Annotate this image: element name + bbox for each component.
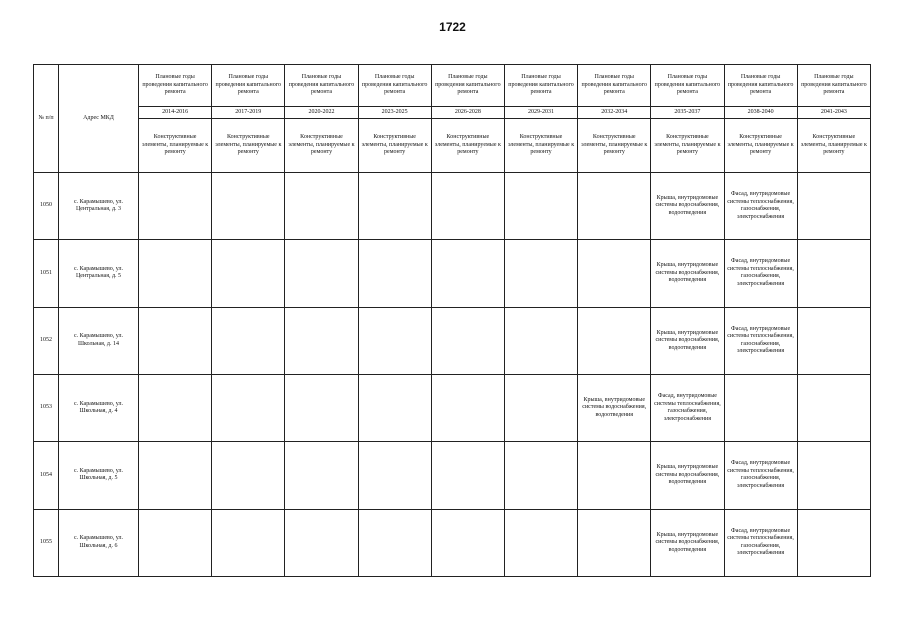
- elements-header: Конструктивные элементы, планируемые к ремонту: [578, 119, 651, 173]
- period-cell: Фасад, внутридомовые системы теплоснабжения, газоснабжения, электроснабжения: [724, 240, 797, 307]
- period-cell: [139, 509, 212, 576]
- table-row: [34, 173, 871, 240]
- period-cell: [578, 307, 651, 374]
- period-title: Плановые годы проведения капитального ремонта: [358, 65, 431, 107]
- row-address: с. Карамышево, ул. Школьная, д. 6: [59, 509, 139, 576]
- row-address: с. Карамышево, ул. Центральная, д. 5: [59, 240, 139, 307]
- period-title: Плановые годы проведения капитального ремонта: [431, 65, 504, 107]
- period-title: Плановые годы проведения капитального ремонта: [139, 65, 212, 107]
- period-cell: [212, 173, 285, 240]
- period-cell: [212, 307, 285, 374]
- capital-repair-plan-table: [33, 64, 871, 577]
- table-row: [34, 307, 871, 374]
- period-years: 2020-2022: [285, 107, 358, 119]
- period-cell: [139, 442, 212, 509]
- period-cell: [285, 240, 358, 307]
- period-cell: [358, 173, 431, 240]
- table-row: [34, 240, 871, 307]
- period-title: Плановые годы проведения капитального ремонта: [797, 65, 870, 107]
- period-cell: [139, 307, 212, 374]
- period-cell: [578, 240, 651, 307]
- period-years: 2014-2016: [139, 107, 212, 119]
- period-cell: Фасад, внутридомовые системы теплоснабжения, газоснабжения, электроснабжения: [724, 307, 797, 374]
- period-cell: [797, 307, 870, 374]
- period-years: 2026-2028: [431, 107, 504, 119]
- period-cell: [358, 240, 431, 307]
- period-years: 2017-2019: [212, 107, 285, 119]
- period-title: Плановые годы проведения капитального ремонта: [285, 65, 358, 107]
- period-cell: [797, 374, 870, 441]
- period-title: Плановые годы проведения капитального ремонта: [724, 65, 797, 107]
- row-address: с. Карамышево, ул. Школьная, д. 14: [59, 307, 139, 374]
- header-row-titles: [34, 65, 871, 107]
- period-years: 2038-2040: [724, 107, 797, 119]
- period-years: 2041-2043: [797, 107, 870, 119]
- period-cell: [358, 307, 431, 374]
- period-years: 2035-2037: [651, 107, 724, 119]
- table-row: [34, 509, 871, 576]
- period-cell: [504, 374, 577, 441]
- period-cell: [578, 173, 651, 240]
- num-column-header: № п/п: [34, 65, 59, 173]
- period-cell: [285, 307, 358, 374]
- elements-header: Конструктивные элементы, планируемые к ремонту: [797, 119, 870, 173]
- period-cell: Фасад, внутридомовые системы теплоснабжения, газоснабжения, электроснабжения: [724, 442, 797, 509]
- period-cell: [431, 240, 504, 307]
- period-cell: [504, 173, 577, 240]
- period-years: 2023-2025: [358, 107, 431, 119]
- row-number: 1051: [34, 240, 59, 307]
- period-cell: [431, 509, 504, 576]
- period-cell: Фасад, внутридомовые системы теплоснабжения, газоснабжения, электроснабжения: [724, 173, 797, 240]
- elements-header: Конструктивные элементы, планируемые к ремонту: [212, 119, 285, 173]
- period-years: 2029-2031: [504, 107, 577, 119]
- row-number: 1052: [34, 307, 59, 374]
- period-cell: [504, 240, 577, 307]
- period-cell: [431, 173, 504, 240]
- period-cell: [358, 509, 431, 576]
- period-cell: Крыша, внутридомовые системы водоснабжения, водоотведения: [651, 240, 724, 307]
- period-cell: [212, 509, 285, 576]
- period-cell: [504, 307, 577, 374]
- header-row-periods: [34, 107, 871, 119]
- row-address: с. Карамышево, ул. Школьная, д. 4: [59, 374, 139, 441]
- period-cell: Крыша, внутридомовые системы водоснабжения, водоотведения: [651, 442, 724, 509]
- page-number: 1722: [439, 20, 466, 34]
- period-years: 2032-2034: [578, 107, 651, 119]
- period-cell: [431, 307, 504, 374]
- period-cell: [139, 374, 212, 441]
- period-cell: [285, 509, 358, 576]
- period-cell: [578, 442, 651, 509]
- period-cell: [212, 442, 285, 509]
- period-cell: [212, 374, 285, 441]
- period-cell: Крыша, внутридомовые системы водоснабжения, водоотведения: [578, 374, 651, 441]
- table-row: [34, 374, 871, 441]
- period-cell: [285, 374, 358, 441]
- period-cell: [285, 173, 358, 240]
- row-number: 1050: [34, 173, 59, 240]
- period-cell: [358, 442, 431, 509]
- table-header: [34, 65, 871, 173]
- period-cell: Фасад, внутридомовые системы теплоснабжения, газоснабжения, электроснабжения: [651, 374, 724, 441]
- elements-header: Конструктивные элементы, планируемые к ремонту: [139, 119, 212, 173]
- period-cell: Крыша, внутридомовые системы водоснабжения, водоотведения: [651, 307, 724, 374]
- period-title: Плановые годы проведения капитального ремонта: [651, 65, 724, 107]
- period-cell: Фасад, внутридомовые системы теплоснабжения, газоснабжения, электроснабжения: [724, 509, 797, 576]
- table-row: [34, 442, 871, 509]
- row-number: 1054: [34, 442, 59, 509]
- period-title: Плановые годы проведения капитального ремонта: [504, 65, 577, 107]
- header-row-elements: [34, 119, 871, 173]
- period-cell: [797, 442, 870, 509]
- period-cell: Крыша, внутридомовые системы водоснабжения, водоотведения: [651, 173, 724, 240]
- elements-header: Конструктивные элементы, планируемые к ремонту: [504, 119, 577, 173]
- period-cell: [431, 442, 504, 509]
- period-cell: [504, 509, 577, 576]
- elements-header: Конструктивные элементы, планируемые к ремонту: [724, 119, 797, 173]
- period-cell: [212, 240, 285, 307]
- period-title: Плановые годы проведения капитального ремонта: [212, 65, 285, 107]
- period-cell: [139, 173, 212, 240]
- period-cell: [139, 240, 212, 307]
- period-cell: [797, 509, 870, 576]
- period-cell: Крыша, внутридомовые системы водоснабжения, водоотведения: [651, 509, 724, 576]
- table-body: [34, 173, 871, 577]
- elements-header: Конструктивные элементы, планируемые к ремонту: [285, 119, 358, 173]
- row-address: с. Карамышево, ул. Школьная, д. 5: [59, 442, 139, 509]
- elements-header: Конструктивные элементы, планируемые к ремонту: [358, 119, 431, 173]
- row-number: 1055: [34, 509, 59, 576]
- period-cell: [504, 442, 577, 509]
- period-cell: [431, 374, 504, 441]
- period-cell: [358, 374, 431, 441]
- row-address: с. Карамышево, ул. Центральная, д. 3: [59, 173, 139, 240]
- period-cell: [724, 374, 797, 441]
- elements-header: Конструктивные элементы, планируемые к ремонту: [651, 119, 724, 173]
- address-column-header: Адрес МКД: [59, 65, 139, 173]
- period-cell: [797, 173, 870, 240]
- period-cell: [578, 509, 651, 576]
- period-cell: [285, 442, 358, 509]
- row-number: 1053: [34, 374, 59, 441]
- elements-header: Конструктивные элементы, планируемые к ремонту: [431, 119, 504, 173]
- period-title: Плановые годы проведения капитального ремонта: [578, 65, 651, 107]
- period-cell: [797, 240, 870, 307]
